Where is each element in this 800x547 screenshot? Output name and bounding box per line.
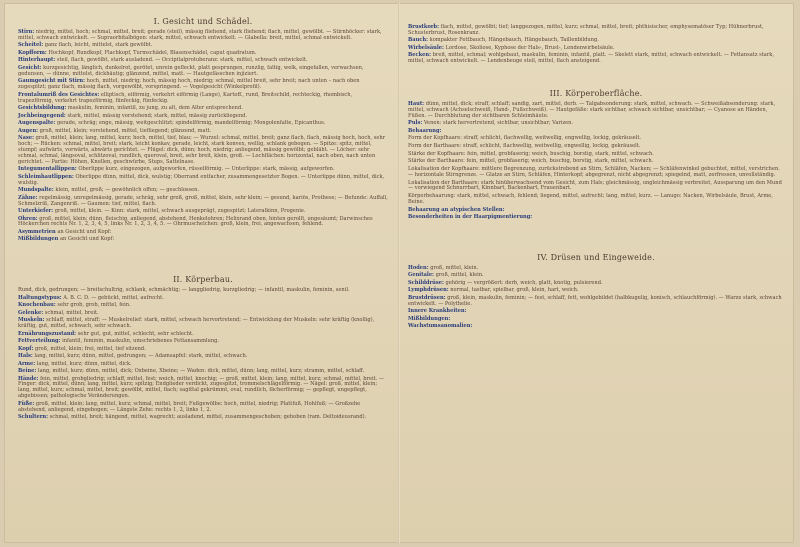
right-column — [408, 25, 784, 332]
entry-lymphdruesen: Lymphdrüsen: normal, tastbar, spielbar, groß, klein, hart, weich. — [408, 287, 579, 294]
entry-wachstumsanomalien: Wachstumsanomalien: — [408, 323, 473, 330]
entry-muskeln: Muskeln: schlaff, mittel, straff; — Muskelrelief: stark, mittel, schwach hervortretend; — Entwicklung der Muskeln: sehr kräftig (knollig), kräftig, gut, mittel, schwach, sehr schwach. — [18, 317, 375, 330]
entry-hinterhaupt: Hinterhaupt: steil, flach, gewölbt, stark ausladend. — Occipitalprotuberanz: stark, mittel, schwach entwickelt. — [18, 57, 308, 64]
spacer — [408, 223, 784, 251]
entry-fuesse: Füße: groß, mittel, klein; lang, mittel, kurz; schmal, mittel, breit; Fußgewölbe: hoch, mittel, niedrig; Plattfuß, Hohlfuß; — Großzehe abstehend, anliegend, eingebogen; — Längste Zehe: rechts 1, 2, links 1, 2. — [18, 400, 361, 413]
entry-fettverteilung: Fettverteilung: infantil, feminin, maskulin, umschriebenes Fettansammlung. — [18, 338, 219, 345]
spacer — [408, 67, 784, 87]
body-hair: Körperbehaarung: stark, mittel, schwach, fehlend; liegend, mittel, aufrecht; lang, mittel, kurz. — Lanugo: Nacken, Wirbelsäule, Brust, Arme, Beine. — [408, 193, 773, 206]
entry-atypical-hair: Behaarung an atypischen Stellen: — [408, 206, 505, 213]
entry-schultern: Schultern: schmal, mittel, breit; hängend, mittel, wagrecht; ausladend, mittel, zusammengeschoben; gehoben (ram. Deltoideusrand). — [18, 414, 367, 421]
entry-stirn: Stirn: niedrig, mittel, hoch; schmal, mittel, breit; gerade (steil), mässig fliehend, stark fliehend; flach, mittel, gewölbt. — Stirnhöcker: stark, mittel, schwach entwickelt. — Supraorbitalbögen: stark, mittel, schwach entwickelt. — Glabella: breit, mittel, schmal entwickelt. — [18, 29, 382, 41]
entry-becken: Becken: breit, mittel, schmal; wohlgebaut, maskulin, feminin, infantil, platt. — Skelett stark, mittel, schwach entwickelt. — Fettansatz stark, mittel, schwach entwickelt. — Lendenbeuge steil, mittel, flach ansteigend. — [408, 52, 774, 65]
entry-gaumgesicht: Gaumgesicht mit Stirn: hoch, mittel, niedrig; hoch, mässig hoch, niedrig; schmal, mittel breit, sehr breit; nach unten – nach oben zugespitzt; ganz flach, mässig flach, vorgewölbt, vorspringend. — Vogelgesicht (Winkelprofil). — [18, 78, 360, 91]
hair-localisation-beard: Lokalisation der Barthaare: stark hinüberwachsend vom Gesicht, zum Hals; gleichmässig, ungleichmässig verbreitet, Aussparung um den Mund — vorwiegend Schnurrbart, Kinnbart, Backenbart, Frauenbart. — [408, 179, 782, 192]
entry-haltungstypus: Haltungstypus: A. B. C. D. — gebückt, mittel, aufrecht. — [18, 294, 164, 301]
section-title-body-surface: III. Körperoberfläche. — [549, 88, 643, 98]
section-face-skull-entries — [18, 30, 388, 243]
entry-bauch: Bauch: kompakter Fettbauch, Hängebauch, Hängebauch, Taillenbildung. — [408, 37, 599, 44]
body-build-summary: Rund, dick, gedrungen; — breitschultrig, schlank, schmächtig; — langgliedrig, kurzgliedrig; — infantil, maskulin, feminin, senil. — [18, 286, 350, 293]
entry-genitale: Genitale: groß, mittel, klein. — [408, 272, 484, 279]
entry-hair-pigmentation: Besonderheiten in der Haarpigmentierung: — [408, 214, 533, 221]
entry-zaehne: Zähne: regelmässig, unregelmässig, gerade, schräg, sehr groß, groß, mittel, klein, sehr klein; — gesund, kariös, Prothese; — Befunde: Auffall, Schmelzriß, Zangenriß. — Gaumen: tief, mittel, flach. — [18, 194, 388, 207]
hair-localisation-head: Lokalisation der Kopfhaare: mittlere Begrenzung, zurückstrebend an Stirn, Schläfen, Nacken; — Schläfenwinkel gebuchtet, mittel, verstrichen. — horizontale Stirngrenze. — Glatze an Stirn, Schläfen, Hinterkopf; abgegrenzt, nicht abgegrenzt; spiegelnd, matt, zerfressen, unvollständig. — [408, 165, 780, 178]
hair-strength-beard: Stärke der Barthaare: fein, mittel, grobfaserig; weich, buschig, borstig, stark, mittel, schwach. — [408, 158, 654, 165]
entry-arme: Arme: lang, mittel, kurz; dünn, mittel, dick. — [18, 360, 132, 367]
entry-haende: Hände: fein, mittel, grobgliedrig; schlaff, mittel, fest; weich, mittel, knochig; — groß, mittel, klein; lang, mittel, kurz; schmal, mittel, breit. — Finger: dick, mittel, dünn; lang, mittel, kurz; spitzig; Endglieder verdickt, zugespitzt, trommelschlägelförmig. — Nägel: groß, mittel, klein; lang, mittel, kurz; schmal, mittel, breit; gewölbt, mittel, flach; sagittal gekrümmt, oval, rundlich, fächerförmig; — gepflegt, ungepflegt, abgebissen; pathologische Veränderungen. — [18, 375, 384, 400]
entry-asymmetrien: Asymmetrien an Gesicht und Kopf: — [18, 228, 112, 235]
entry-schilddruese: Schilddrüse: gehörig — vergrößert: derb, weich, glatt, knotig, pulsierend. — [408, 279, 603, 286]
entry-hals: Hals: lang, mittel, kurz; dünn, mittel, gedrungen; — Adamsapfel: stark, mittel, schwach. — [18, 353, 248, 360]
entry-kopfform: Kopfform: Hochkopf, Rundkopf, Flachkopf, Turmschädel, Blasenschädel, caput quadratum. — [18, 49, 257, 56]
entry-hoden: Hoden: groß, mittel, klein. — [408, 264, 479, 271]
section-title-glands-organs: IV. Drüsen und Eingeweide. — [537, 252, 655, 262]
entry-missbildungen-kopf: Mißbildungen an Gesicht und Kopf: — [18, 236, 115, 243]
entry-ohren: Ohren: groß, mittel, klein; dünn, fleischig, anliegend, abstehend, Henkelohren; Helixrand oben, hinten gerollt, ungesäumt; Darwinsches Höckerchen rechts Nr. 1, 2, 3, 4, 5, links Nr. 1, 2, 3, 4, 5. — Ohrmuschelchen: groß, klein, frei, angewachsen, fehlend. — [18, 215, 373, 228]
entry-nase: Nase: groß, mittel, klein; lang, mittel, kurz; hoch, mittel, tief, blau; — Wurzel: schmal, mittel, breit; ganz flach, flach, mässig hoch, hoch, sehr hoch; — Rücken: schmal, mittel, breit; stark, leicht konkav, gerade, leicht, stark konvex, wellig, schlank gebogen. — Spitze: spitz, mittel, stumpf; aufwärts, vorwärts, abwärts gerichtet. — Flügel: dick, dünn; hoch, niedrig; anliegend, mässig gewölbt; gebläht. — Löcher: sehr schmal, schmal, längsoval, schlitzoval, rundlich, queroval, breit, sehr breit, klein, groß. — Lochflächen: horizontal, nach oben, nach unten gerichtet. — Partie: Höhen, Knollen, geschwürbe, Stups, Sattelnase. — [18, 135, 386, 165]
entry-schleimhautlippen: Schleimhautlippen: Oberlippe dünn, mittel, dick, wulstig; Oberrand entfacher, zusammengesetzter Bogen. — Unterlippe dünn, mittel, dick, wulstig. — [18, 173, 385, 186]
hair-strength-head: Stärke der Kopfhaare: fein, mittel, grobfaserig; weich, buschig, borstig, stark, mittel, schwach. — [408, 150, 654, 157]
entry-integumentallippen: Integumentallippen: Oberlippe kurz, eingezogen, aufgeworfen, rüsselförmig. — Unterlippe: stark, mässig, aufgeworfen. — [18, 166, 335, 173]
entry-scheitel: Scheitel: ganz flach, leicht, mittelst, stark gewölbt. — [18, 42, 153, 49]
entry-innere-krankheiten: Innere Krankheiten: — [408, 308, 467, 315]
entry-knochenbau: Knochenbau: sehr grob, grob, mittel, fein. — [18, 302, 131, 309]
entry-unterkiefer: Unterkiefer: groß, mittel, klein. — Kinn: stark, mittel, schwach ausgeprägt, zugespitzt; Lateralkinn, Progenie. — [18, 208, 306, 215]
entry-ernaehrungszustand: Ernährungszustand: sehr gut, gut, mittel, schlecht, sehr schlecht. — [18, 330, 194, 337]
entry-puls: Puls: Venen: stark hervortretend, sichtbar, unsichtbar; Varizen. — [408, 120, 574, 127]
hair-form-head: Form der Kopfhaare: straff, schlicht, flachwellig, weitwellig, engwellig, lockig, gekräuselt. — [408, 135, 642, 142]
section-title-body-build: II. Körperbau. — [173, 274, 233, 284]
entry-wirbelsaeule: Wirbelsäule: Lordose, Skoliose, Kyphose der Hals-, Brust-, Lendenwirbelsäule. — [408, 44, 615, 51]
entry-gelenke: Gelenke: schmal, mittel, breit. — [18, 309, 99, 316]
entry-mundspalte: Mundspalte: klein, mittel, groß; — gewöhnlich offen; — geschlossen. — [18, 187, 200, 194]
entry-gesicht: Gesicht: kurzgesichtig, länglich, dunkelrot, gerötet, unrein gefleckt, platt gesprungen, runzlig, faltig, welk, eingefallen, verwachsen, gedunsen, — dünne, mittelst, dickhäutig; glänzend, mittel, matt. — Hautgefässchen injiziert. — [18, 64, 364, 77]
entry-missbildungen: Mißbildungen: — [408, 315, 451, 322]
section-title-face-skull: I. Gesicht und Schädel. — [153, 17, 253, 26]
form-sheet — [4, 3, 794, 543]
entry-frontalumriss: Frontalumriß des Gesichtes: elliptisch, eiförmig, verkehrt eiförmig (Lange), Kartoff., rund, Breitschild, rechteckig, rhombisch, trapezförmig, verkehrt trapezförmig, fünfeckig, fünfeckig. — [18, 91, 353, 104]
entry-jochbeingegend: Jochbeingegend: stark, mittel, mässig vorstehend; stark, mittel, mässig zurückliegend. — [18, 112, 247, 119]
entry-kopf: Kopf: groß, mittel, klein; frei, mittel, tief sitzend. — [18, 345, 146, 352]
entry-augenspalte: Augenspalte: gerade, schräg; enge, mässig, weitgeschlitzt; spindelförmig, mandelförmig; Mongolenfalte, Epicanthus. — [18, 120, 326, 127]
spacer — [18, 245, 388, 273]
left-column — [18, 15, 388, 423]
entry-gesichtsbildung: Gesichtsbildung: maskulin, feminin, infantil, zu jung, zu alt, dem Alter entsprechend. — [18, 105, 243, 112]
entry-brustkorb: Brustkorb: flach, mittel, gewölbt; tief; langgezogen, mittel, kurz; schmal, mittel, breit; phthisischer, emphysematöser Typ; Hühnerbrust, Schusterbrust, Rosenkranz. — [408, 24, 764, 36]
page-fold — [398, 3, 400, 543]
entry-beine: Beine: lang, mittel, kurz; dünn, mittel, dick; Oxbeine, Xbeine; — Waden: dick, mittel, dünn; lang, mittel, kurz; stramm, mittel, schlaff. — [18, 368, 365, 375]
entry-brustdruesen: Brustdrüsen: groß, klein, maskulin, feminin; — fest, schlaff, fett, wohlgebildet (halbkugelig, konisch, schlauchförmig). — Warze stark, schwach entwickelt. — Polythelie. — [408, 294, 782, 307]
entry-augen: Augen: groß, mittel, klein; vorstehend, mittel, tiefliegend; glänzend, matt. — [18, 127, 212, 134]
entry-haut: Haut: dünn, mittel, dick; straff, schlaff; sandig, zart, mittel, derb. — Talgabsonderung: stark, mittel, schwach. — Schweißabsonderung: stark, mittel, schwach (Achselschweiß, Hand-, Fußschweiß). — Hautgefäße: stark sichtbar, schwach sichtbar, unsichtbar; — Cyanose an Händen, Füßen. — Durchblutung der sichtbaren Schleimhäute. — [408, 100, 776, 119]
entry-behaarung: Behaarung: — [408, 127, 442, 134]
hair-form-beard: Form der Barthaare: straff, schlicht, flachwellig, weitwellig, engwellig, lockig, gekräuselt. — [408, 142, 641, 149]
